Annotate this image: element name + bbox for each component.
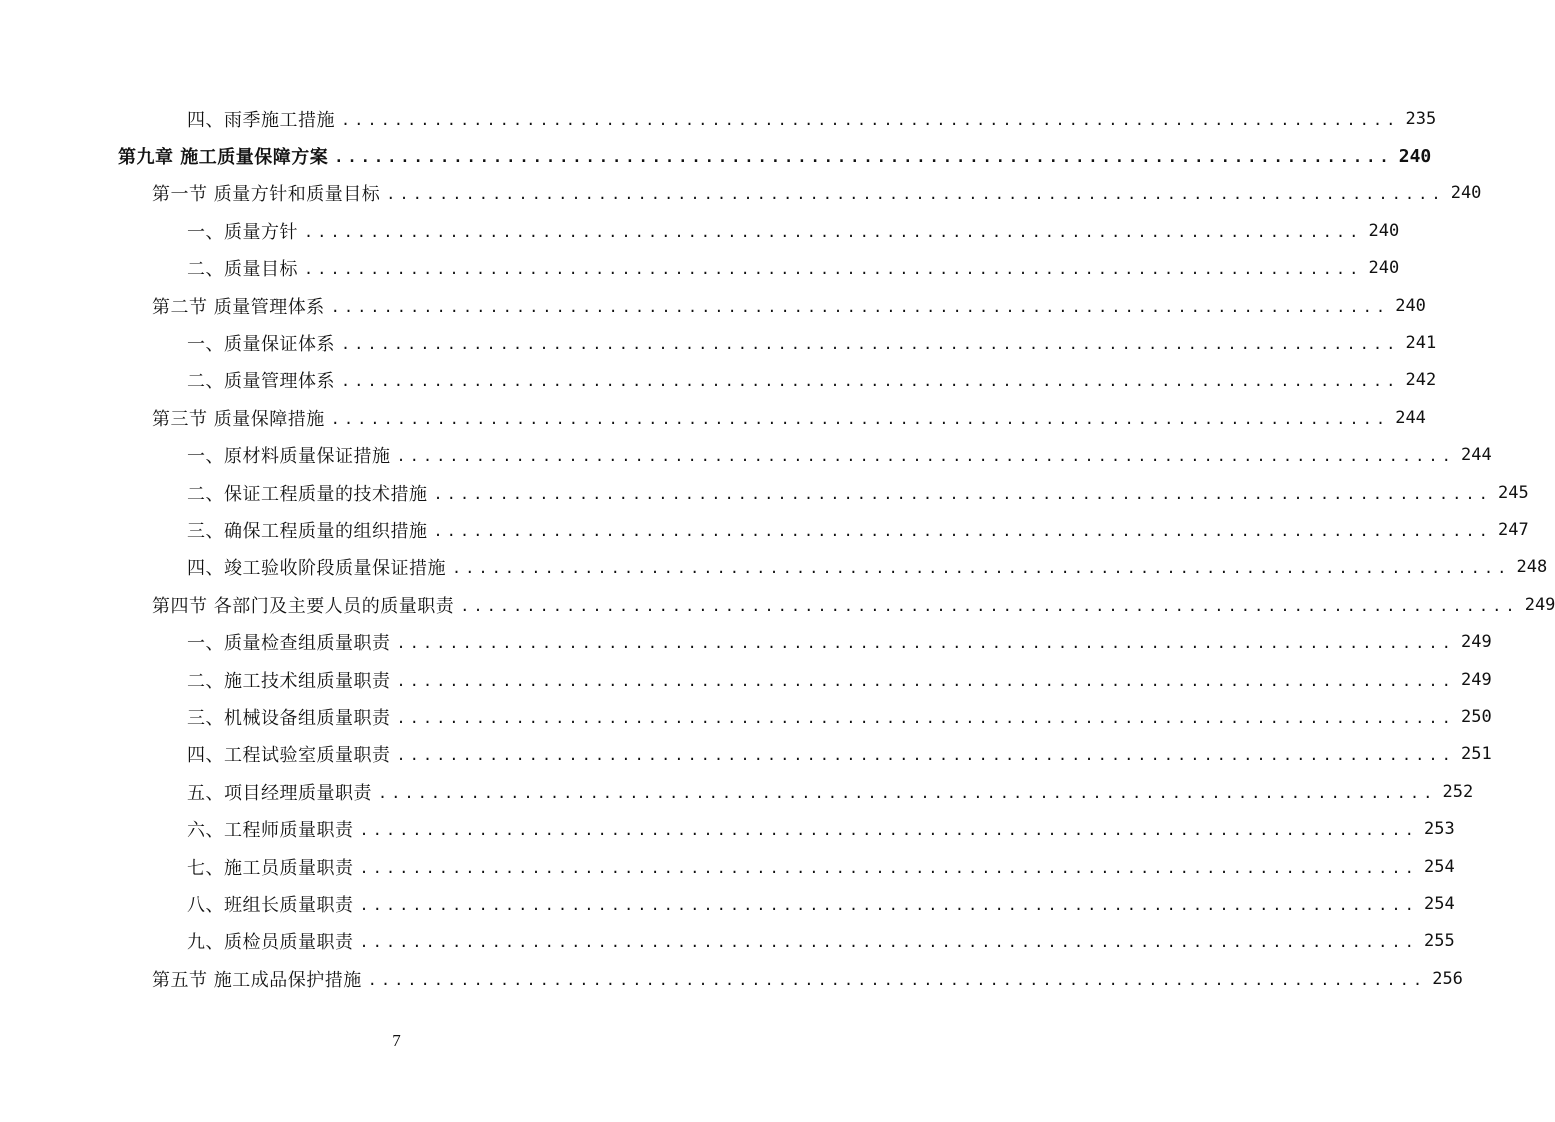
toc-subsection-entry[interactable] [0,810,1455,847]
toc-entry-page-number: 245 [1497,482,1529,503]
toc-dot-leader: ................................................................................ [378,783,1437,802]
toc-entry-title: 三、确保工程质量的组织措施 [187,520,428,542]
toc-dot-leader: ................................................................................ [330,297,1390,316]
toc-entry-page-number: 249 [1460,632,1492,653]
toc-subsection-entry[interactable] [0,250,1400,287]
toc-entry-page-number: 248 [1516,557,1548,578]
toc-entry-page-number: 254 [1423,856,1455,877]
toc-entry-page-number: 244 [1395,407,1426,428]
toc-entry-page-number: 235 [1405,108,1437,129]
toc-subsection-entry[interactable] [0,212,1400,249]
toc-entry-title: 九、质检员质量职责 [187,932,354,954]
toc-entry-title: 四、工程试验室质量职责 [187,745,391,767]
toc-dot-leader: ................................................................................ [330,409,1390,428]
toc-entry-title: 六、工程师质量职责 [187,820,354,842]
toc-entry-page-number: 240 [1398,145,1432,167]
toc-subsection-entry[interactable] [0,698,1492,735]
toc-entry-title: 一、质量检查组质量职责 [187,633,391,655]
toc-dot-leader: ................................................................................ [341,110,1400,129]
toc-dot-leader: ................................................................................ [304,260,1363,279]
toc-entry-page-number: 240 [1395,295,1426,316]
toc-dot-leader: ................................................................................ [396,634,1455,653]
toc-entry-title: 二、施工技术组质量职责 [187,670,391,692]
toc-subsection-entry[interactable] [0,437,1492,474]
toc-entry-page-number: 250 [1460,706,1492,727]
toc-entry-title: 八、班组长质量职责 [187,894,354,916]
toc-entry-title: 第四节 各部门及主要人员的质量职责 [152,595,455,617]
toc-entry-page-number: 240 [1368,220,1400,241]
toc-entry-page-number: 249 [1460,669,1492,690]
toc-subsection-entry[interactable] [0,661,1492,698]
toc-entry-page-number: 240 [1368,258,1400,279]
toc-subsection-entry[interactable] [0,362,1437,399]
toc-dot-leader: ................................................................................ [359,933,1418,952]
toc-entry-title: 第三节 质量保障措施 [152,408,325,430]
toc-section-entry[interactable] [0,287,1426,324]
toc-subsection-entry[interactable] [0,848,1455,885]
toc-dot-leader: ................................................................................ [304,222,1363,241]
toc-entry-title: 三、机械设备组质量职责 [187,707,391,729]
toc-dot-leader: ................................................................................ [367,970,1427,989]
toc-dot-leader: ................................................................................ [359,858,1418,877]
toc-entry-title: 一、原材料质量保证措施 [187,446,391,468]
toc-dot-leader: ................................................................................ [341,335,1400,354]
toc-dot-leader: ................................................................................ [433,484,1492,503]
toc-dot-leader: ................................................................................ [341,372,1400,391]
toc-entry-title: 二、质量管理体系 [187,371,335,393]
toc-entry-title: 一、质量保证体系 [187,334,335,356]
toc-entry-title: 第二节 质量管理体系 [152,296,325,318]
toc-entry-page-number: 251 [1460,744,1492,765]
toc-subsection-entry[interactable] [0,511,1529,548]
toc-dot-leader: ................................................................................ [396,746,1455,765]
toc-entry-title: 第一节 质量方针和质量目标 [152,184,381,206]
toc-dot-leader: ................................................................................ [396,447,1455,466]
toc-entry-page-number: 249 [1524,594,1555,615]
toc-section-entry[interactable] [0,175,1482,212]
toc-section-entry[interactable] [0,960,1463,997]
toc-section-entry[interactable] [0,586,1555,623]
toc-entry-title: 一、质量方针 [187,221,298,243]
toc-entry-title: 七、施工员质量职责 [187,857,354,879]
toc-dot-leader: ................................................................................ [433,521,1492,540]
toc-entry-title: 二、质量目标 [187,259,298,281]
toc-entry-title: 第九章 施工质量保障方案 [118,147,329,169]
toc-entry-page-number: 247 [1497,519,1529,540]
toc-entry-title: 四、竣工验收阶段质量保证措施 [187,558,446,580]
page-number: 7 [392,1031,401,1050]
toc-entry-title: 五、项目经理质量职责 [187,782,372,804]
toc-subsection-entry[interactable] [0,736,1492,773]
toc-entry-title: 二、保证工程质量的技术措施 [187,483,428,505]
toc-entry-page-number: 241 [1405,333,1437,354]
toc-dot-leader: ................................................................................ [396,671,1455,690]
toc-entry-page-number: 240 [1450,183,1482,204]
toc-dot-leader: ................................................................................ [334,148,1393,167]
toc-entry-page-number: 244 [1460,445,1492,466]
toc-subsection-entry[interactable] [0,885,1455,922]
toc-entry-page-number: 254 [1423,893,1455,914]
toc-entry-title: 第五节 施工成品保护措施 [152,969,362,991]
toc-dot-leader: ................................................................................ [452,559,1511,578]
toc-entry-page-number: 256 [1432,968,1463,989]
toc-entry-page-number: 252 [1442,781,1474,802]
toc-entry-title: 四、雨季施工措施 [187,109,335,131]
toc-subsection-entry[interactable] [0,324,1437,361]
toc-dot-leader: ................................................................................ [359,895,1418,914]
toc-subsection-entry[interactable] [0,623,1492,660]
toc-entry-page-number: 242 [1405,370,1437,391]
toc-subsection-entry[interactable] [0,474,1529,511]
toc-subsection-entry[interactable] [0,773,1474,810]
table-of-contents [0,100,1555,997]
toc-section-entry[interactable] [0,399,1426,436]
toc-dot-leader: ................................................................................ [460,596,1519,615]
toc-entry-page-number: 255 [1423,931,1455,952]
toc-dot-leader: ................................................................................ [359,821,1418,840]
toc-subsection-entry[interactable] [0,100,1437,137]
toc-subsection-entry[interactable] [0,549,1548,586]
toc-subsection-entry[interactable] [0,923,1455,960]
toc-dot-leader: ................................................................................ [396,708,1455,727]
toc-chapter-entry[interactable] [0,137,1432,174]
toc-entry-page-number: 253 [1423,819,1455,840]
toc-dot-leader: ................................................................................ [386,185,1445,204]
